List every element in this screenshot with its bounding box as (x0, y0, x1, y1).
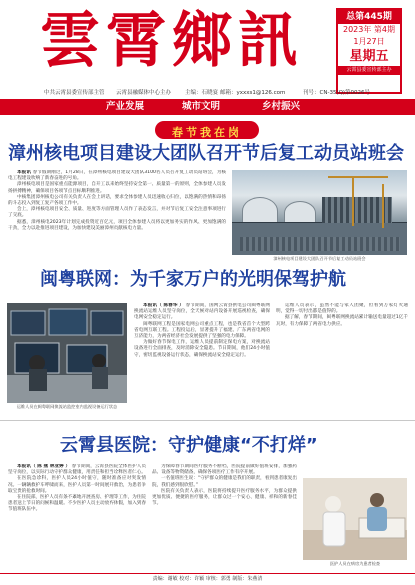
info-publisher: 云霄县融媒体中心主办 (116, 90, 172, 96)
photo3-caption: 医护人员在病房为患者检查 (329, 561, 381, 566)
info-editor: 主编：石晓宴 (185, 90, 219, 96)
article3-paragraph: 在住院部，医护人员有条不紊地开展查房、护理等工作，为住院患者送上节日的问候和温暖。不少医护人员主动放弃休假，加入到春节值班队伍中。 (8, 495, 146, 513)
article2-paragraph: 运维人员表示，虽然不能与家人团聚，但看到万家灯火通明，觉得一切付出都是值得的。 (276, 303, 408, 315)
issue-info-box (336, 8, 402, 94)
issue-date: 2023年 第4期 (343, 25, 395, 34)
hospital-illustration (303, 478, 407, 560)
control-room-photo (7, 303, 127, 403)
article3-paragraph: 一名值班医生说：“守护群众的健康是我们的职责，看到患者康复出院，我们感到很欣慰。” (152, 476, 297, 488)
control-room-illustration (7, 303, 127, 403)
nav-item-industry: 产业发展 (106, 101, 145, 112)
article3-paragraph: 医院有关负责人表示，医院将持续提升医疗服务水平，为群众提供更加优质、便捷的医疗服务，让群众过一个安心、健康、祥和的新春佳节。 (152, 488, 297, 507)
issue-note: 云霄县委宣传部主办 (338, 66, 400, 75)
article3-byline: 本报讯（ 陈 燕 林亚婷 ） (17, 464, 71, 469)
article2-body-col2 (276, 303, 408, 413)
section-divider (0, 420, 415, 421)
article2-paragraph: 据了解，春节期间，闽粤联网换流站累计输送电量超过1亿千瓦时，有力保障了两省电力供应。 (276, 315, 408, 327)
article1-body-top (8, 170, 226, 248)
article2-paragraph: 闽粤联网工程是国家电网公司重点工程，也是我省首个大型跨省电网互联工程。工程投运后，显著提升了福建、广东两省电网的互济能力，为两省经济社会发展提供了坚强的电力保障。 (134, 321, 270, 340)
article1-paragraph: 据悉，漳州核电2023年计划完成投资近百亿元，项目全体参建人员将以更加务实的作风、更加饱满的干劲，全力以赴推进项目建设，为加快建设美丽漳州贡献核电力量。 (8, 219, 226, 231)
nav-item-civilization: 城市文明 (182, 101, 221, 112)
masthead-title: 雲霄鄉訊 (40, 6, 304, 76)
article3-body-col1 (8, 464, 146, 570)
article3-paragraph: 春节期间，云霄县医院全体医护人员坚守岗位，以实际行动守护群众健康，用责任和担当诠释医者仁心。 (8, 464, 146, 476)
info-email: 邮箱：yxxxs1@126.com (220, 90, 286, 96)
article1-paragraph: 春节假期刚过，1月28日，在漳州核电项目建设大团队3100名人员召开复工动员站班会，为核电工程建设吹响了新春奋进的号角。 (8, 170, 226, 182)
article3-paragraph: 在医院急诊科，医护人员24小时值守，随时准备应对突发情况。一辆辆救护车呼啸而来，医护人员第一时间展开救治，为患者争取宝贵的抢救时间。 (8, 476, 146, 494)
photo2-caption: 运维人员在闽粤联网换流站监控室内监视设备运行状态 (16, 404, 118, 409)
article3-headline: 云霄县医院：守护健康“不打烊” (60, 435, 318, 456)
article1-paragraph: 中核集团漳州核电公司有关负责人在会上讲话，要求全体参建人员迅速收心归位，以饱满的热情和昂扬的斗志投入到复工复产各项工作中。 (8, 194, 226, 207)
section-tag-label: 春节我在岗 (172, 126, 242, 139)
article2-headline: 闽粤联网：为千家万户的光明保驾护航 (40, 269, 346, 290)
article1-headline: 漳州核电项目建设大团队召开节后复工动员站班会 (8, 143, 404, 164)
section-tag (155, 121, 259, 139)
issue-total: 总第445期 (338, 10, 400, 24)
section-nav (0, 99, 415, 115)
article3-paragraph: 为保障春节期间医疗服务不断档，医院提前做好值班安排，加强药品、设备等物资储备，确保各项医疗工作有序开展。 (152, 464, 297, 476)
article2-body-col1 (134, 303, 270, 413)
hospital-photo (303, 478, 407, 560)
article3-body-col2 (152, 464, 297, 570)
issue-day: 1月27日 (353, 37, 385, 46)
article1-paragraph: 漳州核电项目是国家重点能源项目，自开工以来始终坚持安全第一、质量第一的原则，全体参建人员发扬拼搏精神，确保项目各项节点目标顺利推进。 (8, 182, 226, 194)
photo1-caption: 漳州核电项目建设大团队召开节后复工动员站班会 (273, 256, 366, 261)
masthead (0, 0, 415, 92)
article2-byline: 本报讯（ 陈春华 ） (143, 303, 184, 308)
nav-item-rural: 乡村振兴 (262, 101, 301, 112)
issue-weekday: 星期五 (349, 49, 389, 64)
page-footer: 责编：谢敏 校对：许颖 审核：郭勇 制版：朱燕清 (0, 573, 415, 585)
article1-byline: 本报讯 (17, 170, 32, 175)
info-code: 刊号：CN-35(Q)第0026号 (303, 90, 371, 96)
article2-paragraph: 为做好春节保电工作，运维人员提前制定保电方案，对换流站设备进行全面排查，及时消除安全隐患。节日期间，他们24小时值守，密切监视设备运行状态，确保换流站安全稳定运行。 (134, 340, 270, 358)
article2-paragraph: 春节期间，国网云霄县供电公司闽粤联网换流站运维人员坚守岗位，全天候对站内设备开展巡视检查，确保电网安全稳定运行。 (134, 303, 270, 321)
article1-paragraph: 会上，漳州核电项目安全、质量、进度等方面管理人员作了表态发言，并对节后复工安全注意事项进行了交底。 (8, 207, 226, 219)
info-organizer: 中共云霄县委宣传部主管 (44, 90, 105, 96)
nuclear-site-photo (232, 170, 407, 255)
publication-info (0, 88, 415, 98)
